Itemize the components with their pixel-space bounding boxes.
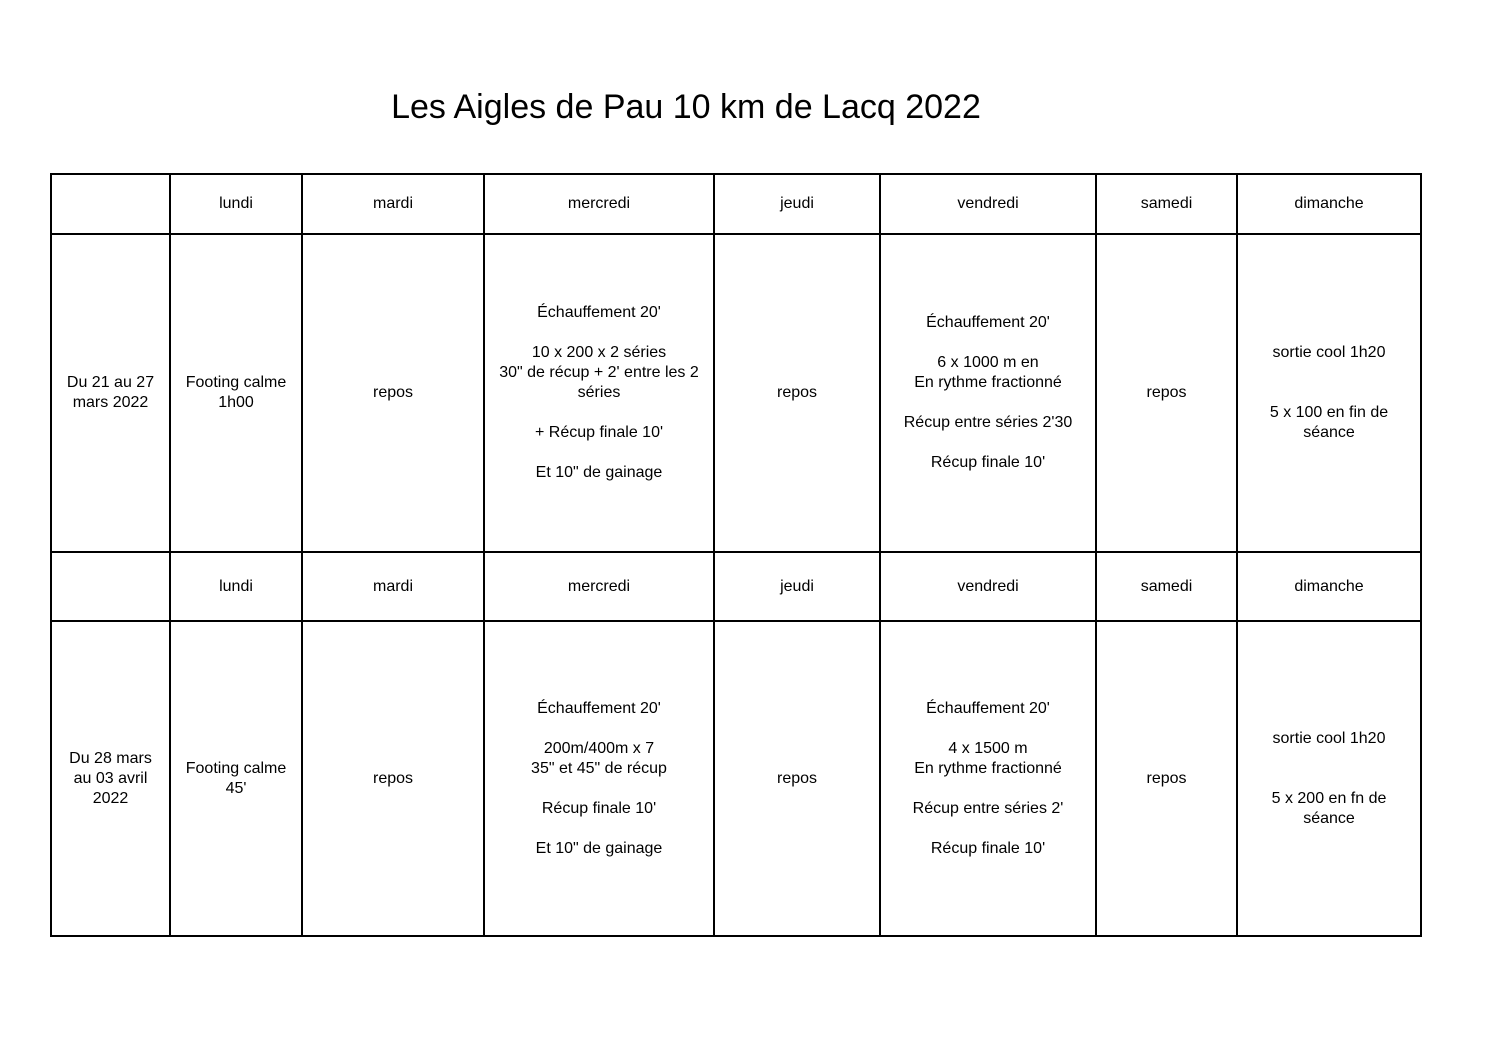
cell-line — [487, 403, 711, 423]
cell-line: 2022 — [92, 789, 129, 807]
cell-line: séance — [1303, 809, 1355, 827]
day-header-mercredi: mercredi — [484, 174, 714, 234]
day-header-dimanche: dimanche — [1237, 552, 1421, 621]
cell-line: Récup finale 10' — [541, 799, 657, 817]
cell-line: Et 10" de gainage — [535, 839, 663, 857]
cell-line: séries — [577, 384, 621, 401]
cell-line: En rythme fractionné — [914, 759, 1062, 777]
header-corner-cell — [51, 174, 170, 234]
cell-line: 5 x 100 en fin de — [1269, 404, 1389, 421]
cell-line: 5 x 200 en fn de — [1271, 789, 1387, 807]
cell-line: Échauffement 20' — [926, 314, 1050, 331]
cell-line — [487, 443, 711, 463]
cell-line: repos — [372, 769, 414, 787]
day-header-jeudi: jeudi — [714, 174, 880, 234]
cell-line — [883, 719, 1093, 739]
day-header-samedi: samedi — [1096, 174, 1237, 234]
cell-line: au 03 avril — [73, 769, 148, 787]
cell-line: 4 x 1500 m — [948, 739, 1028, 757]
cell-line: Récup finale 10' — [930, 839, 1046, 857]
cell-line: séance — [1303, 424, 1355, 441]
cell-line: 30" de récup + 2' entre les 2 — [499, 364, 699, 381]
cell-line: repos — [1146, 384, 1187, 401]
cell-line: Échauffement 20' — [926, 699, 1050, 717]
cell-line: 200m/400m x 7 — [543, 739, 655, 757]
cell-line: Récup entre séries 2' — [912, 799, 1064, 817]
cell-line — [1240, 749, 1418, 769]
session-cell-mardi — [302, 621, 484, 936]
cell-line: Du 28 mars — [69, 749, 152, 767]
day-header-vendredi: vendredi — [880, 174, 1096, 234]
cell-line — [1240, 769, 1418, 789]
cell-line: Échauffement 20' — [537, 304, 661, 321]
session-cell-mercredi — [484, 621, 714, 936]
cell-line — [883, 779, 1093, 799]
cell-line: 35" et 45" de récup — [531, 759, 667, 777]
cell-line: repos — [372, 384, 414, 401]
day-header-dimanche: dimanche — [1237, 174, 1421, 234]
cell-line — [487, 819, 711, 839]
day-header-mercredi: mercredi — [484, 552, 714, 621]
session-cell-mercredi — [484, 234, 714, 552]
cell-line: sortie cool 1h20 — [1272, 344, 1386, 361]
day-header-jeudi: jeudi — [714, 552, 880, 621]
cell-line: repos — [1146, 769, 1187, 787]
week-period-cell — [51, 234, 170, 552]
cell-line: Récup finale 10' — [930, 454, 1046, 471]
session-cell-vendredi — [880, 234, 1096, 552]
cell-line — [1240, 383, 1418, 403]
week-period-cell — [51, 621, 170, 936]
day-header-mardi: mardi — [302, 174, 484, 234]
session-cell-jeudi — [714, 234, 880, 552]
session-cell-jeudi — [714, 621, 880, 936]
cell-line — [487, 719, 711, 739]
day-header-mardi: mardi — [302, 552, 484, 621]
day-header-lundi: lundi — [170, 552, 302, 621]
cell-line: 6 x 1000 m en — [937, 354, 1039, 371]
day-header-vendredi: vendredi — [880, 552, 1096, 621]
cell-line: Récup entre séries 2'30 — [903, 414, 1073, 431]
week-row — [51, 621, 1421, 936]
cell-line: Footing calme — [185, 374, 287, 391]
cell-line: Du 21 au 27 — [66, 374, 155, 391]
cell-line: En rythme fractionné — [914, 374, 1062, 391]
cell-line: 45' — [225, 779, 247, 797]
session-cell-mardi — [302, 234, 484, 552]
header-corner-cell — [51, 552, 170, 621]
cell-line: repos — [776, 769, 818, 787]
cell-line — [883, 433, 1093, 453]
cell-line — [883, 393, 1093, 413]
session-cell-dimanche — [1237, 234, 1421, 552]
cell-line — [487, 323, 711, 343]
session-cell-samedi — [1096, 234, 1237, 552]
cell-line: Footing calme — [185, 759, 287, 777]
cell-line: Et 10" de gainage — [535, 464, 663, 481]
cell-line: 10 x 200 x 2 séries — [531, 344, 667, 361]
cell-line — [1240, 363, 1418, 383]
page-title: Les Aigles de Pau 10 km de Lacq 2022 — [391, 88, 981, 126]
day-header-samedi: samedi — [1096, 552, 1237, 621]
week-row — [51, 234, 1421, 552]
session-cell-samedi — [1096, 621, 1237, 936]
cell-line: mars 2022 — [72, 394, 149, 411]
day-header-row — [51, 174, 1421, 234]
cell-line: 1h00 — [218, 394, 254, 411]
cell-line: Échauffement 20' — [537, 699, 661, 717]
session-cell-lundi — [170, 621, 302, 936]
day-header-lundi: lundi — [170, 174, 302, 234]
cell-line: sortie cool 1h20 — [1272, 729, 1386, 747]
training-schedule-table — [50, 173, 1422, 937]
cell-line — [883, 819, 1093, 839]
day-header-row — [51, 552, 1421, 621]
cell-line: + Récup finale 10' — [534, 424, 664, 441]
cell-line: repos — [776, 384, 818, 401]
session-cell-dimanche — [1237, 621, 1421, 936]
cell-line — [487, 779, 711, 799]
session-cell-vendredi — [880, 621, 1096, 936]
cell-line — [883, 333, 1093, 353]
session-cell-lundi — [170, 234, 302, 552]
